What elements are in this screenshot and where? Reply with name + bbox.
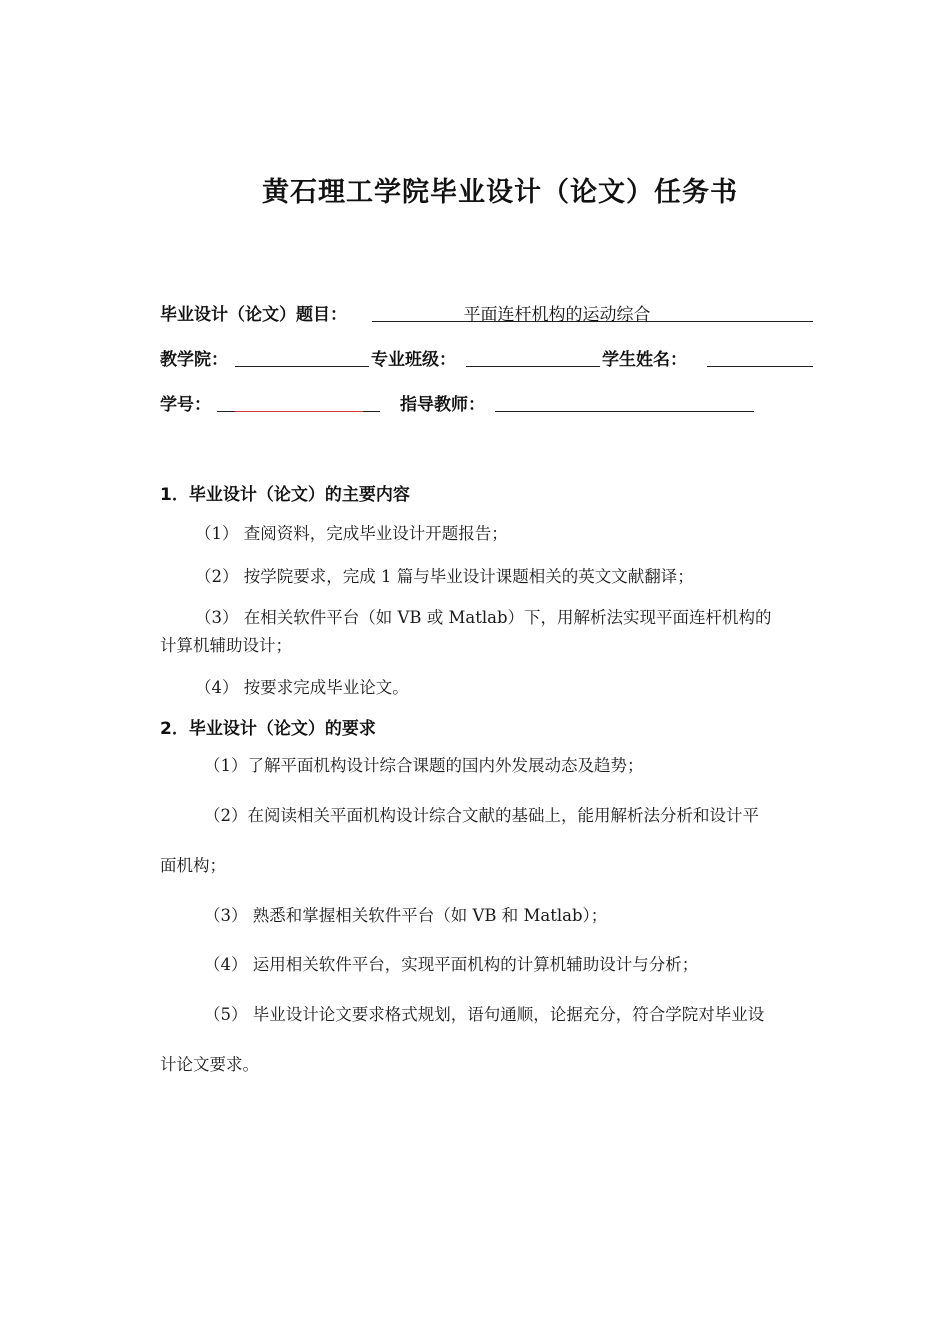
section-2-item: （5） 毕业设计论文要求格式规划，语句通顺，论据充分，符合学院对毕业设 [204, 1005, 765, 1024]
section-1-item: （4） 按要求完成毕业论文。 [195, 678, 409, 697]
id-underline-mark [235, 411, 363, 412]
college-label: 教学院： [160, 350, 228, 370]
topic-value: 平面连杆机构的运动综合 [463, 305, 651, 325]
section-1-item-continuation: 计算机辅助设计； [160, 636, 292, 655]
college-underline [235, 366, 369, 367]
document-title: 黄石理工学院毕业设计（论文）任务书 [262, 177, 738, 208]
section-2-item: （4） 运用相关软件平台，实现平面机构的计算机辅助设计与分析； [204, 955, 699, 974]
topic-label: 毕业设计（论文）题目： [160, 305, 347, 325]
section-1-heading: 1．毕业设计（论文）的主要内容 [160, 485, 410, 505]
section-2-heading: 2．毕业设计（论文）的要求 [160, 719, 376, 739]
advisor-label: 指导教师： [400, 395, 485, 415]
section-2-item: （1）了解平面机构设计综合课题的国内外发展动态及趋势； [204, 756, 644, 775]
section-1-item: （1） 查阅资料，完成毕业设计开题报告； [195, 524, 508, 543]
id-row [160, 390, 780, 418]
section-2-content [160, 752, 844, 1082]
section-1-item: （3） 在相关软件平台（如 VB 或 Matlab）下，用解析法实现平面连杆机构的 [195, 608, 772, 627]
section-2-item: （2）在阅读相关平面机构设计综合文献的基础上，能用解析法分析和设计平 [204, 806, 759, 825]
advisor-underline [495, 411, 754, 412]
student-label: 学生姓名： [602, 350, 687, 370]
student-underline [707, 366, 813, 367]
college-row [160, 345, 820, 373]
class-underline [466, 366, 600, 367]
section-2-item: （3） 熟悉和掌握相关软件平台（如 VB 和 Matlab）； [204, 906, 608, 925]
section-2-item-continuation: 计论文要求。 [160, 1055, 259, 1074]
topic-row [160, 300, 820, 328]
section-1-item: （2） 按学院要求，完成 1 篇与毕业设计课题相关的英文文献翻译； [195, 567, 694, 586]
section-2-item-continuation: 面机构； [160, 856, 226, 875]
class-label: 专业班级： [371, 350, 456, 370]
section-1-content [160, 520, 844, 710]
id-label: 学号： [160, 395, 211, 415]
